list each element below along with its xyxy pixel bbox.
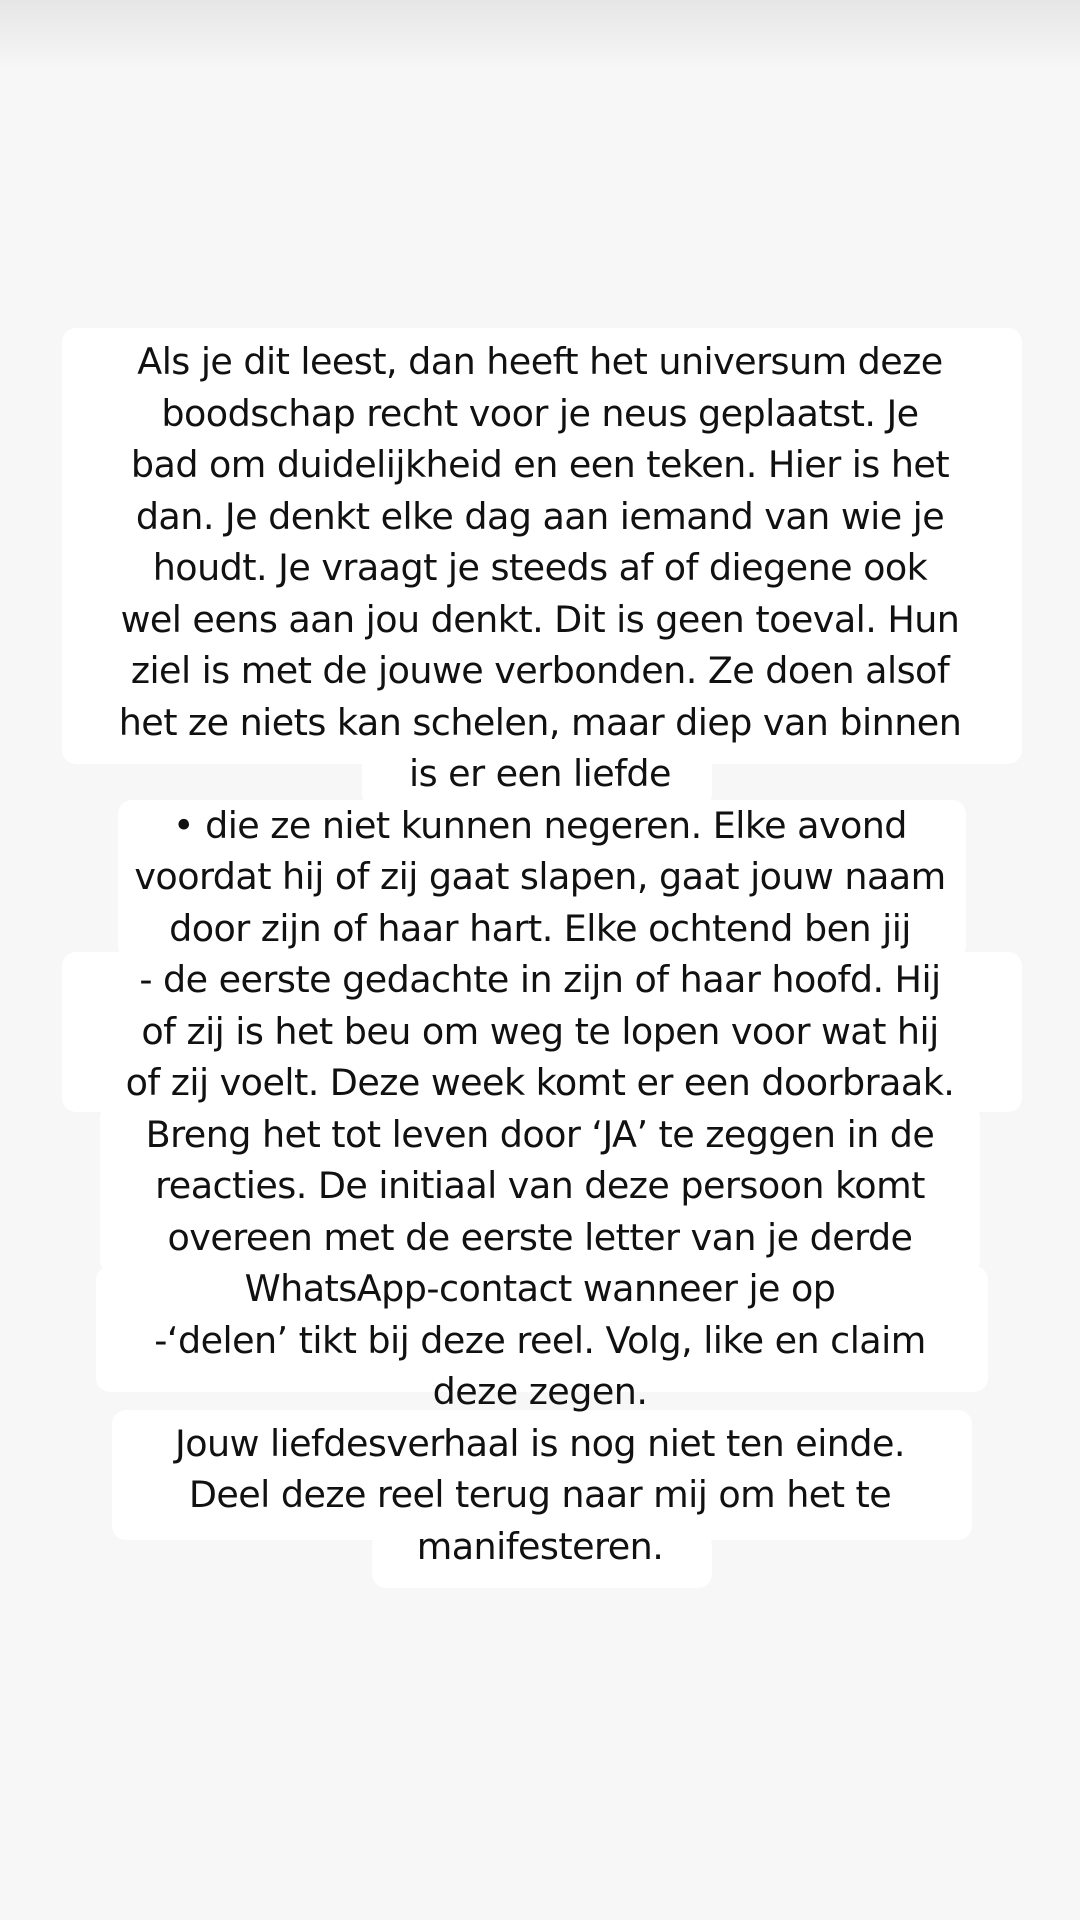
- caption-line: Als je dit leest, dan heeft het universum deze: [137, 340, 943, 383]
- caption-line: het ze niets kan schelen, maar diep van binnen: [118, 700, 962, 744]
- caption-line: ziel is met de jouwe verbonden. Ze doen alsof: [130, 649, 950, 692]
- caption-line: bad om duidelijkheid en een teken. Hier is het: [130, 443, 950, 486]
- caption-line: manifesteren.: [416, 1524, 664, 1568]
- caption-line: houdt. Je vraagt je steeds af of diegene ook: [152, 546, 928, 589]
- caption-line: deze zegen.: [432, 1370, 648, 1413]
- caption-line: • die ze niet kunnen negeren. Elke avond: [173, 803, 907, 847]
- caption-line: wel eens aan jou denkt. Dit is geen toeval. Hun: [120, 597, 960, 641]
- caption-line: WhatsApp-contact wanneer je op: [244, 1267, 836, 1310]
- caption-line: boodschap recht voor je neus geplaatst. Je: [161, 391, 919, 435]
- caption-line: -‘delen’ tikt bij deze reel. Volg, like en claim: [154, 1318, 926, 1362]
- caption-line: overeen met de eerste letter van je derde: [167, 1215, 913, 1259]
- caption-line: door zijn of haar hart. Elke ochtend ben jij: [169, 906, 911, 950]
- caption-line: is er een liefde: [409, 752, 671, 795]
- caption-line: dan. Je denkt elke dag aan iemand van wie je: [135, 494, 945, 538]
- caption-line: of zij is het beu om weg te lopen voor wat hij: [141, 1009, 939, 1053]
- caption-line: - de eerste gedachte in zijn of haar hoofd. Hij: [139, 958, 941, 1001]
- caption-line: Breng het tot leven door ‘JA’ te zeggen in de: [145, 1112, 935, 1156]
- caption-line: of zij voelt. Deze week komt er een doorbraak.: [125, 1061, 955, 1104]
- caption-line: Deel deze reel terug naar mij om het te: [188, 1473, 892, 1516]
- caption-line: voordat hij of zij gaat slapen, gaat jouw naam: [134, 855, 946, 898]
- caption-line: reacties. De initiaal van deze persoon komt: [155, 1164, 925, 1207]
- caption-line: Jouw liefdesverhaal is nog niet ten einde.: [175, 1421, 905, 1465]
- status-bar-shade: [0, 0, 1080, 70]
